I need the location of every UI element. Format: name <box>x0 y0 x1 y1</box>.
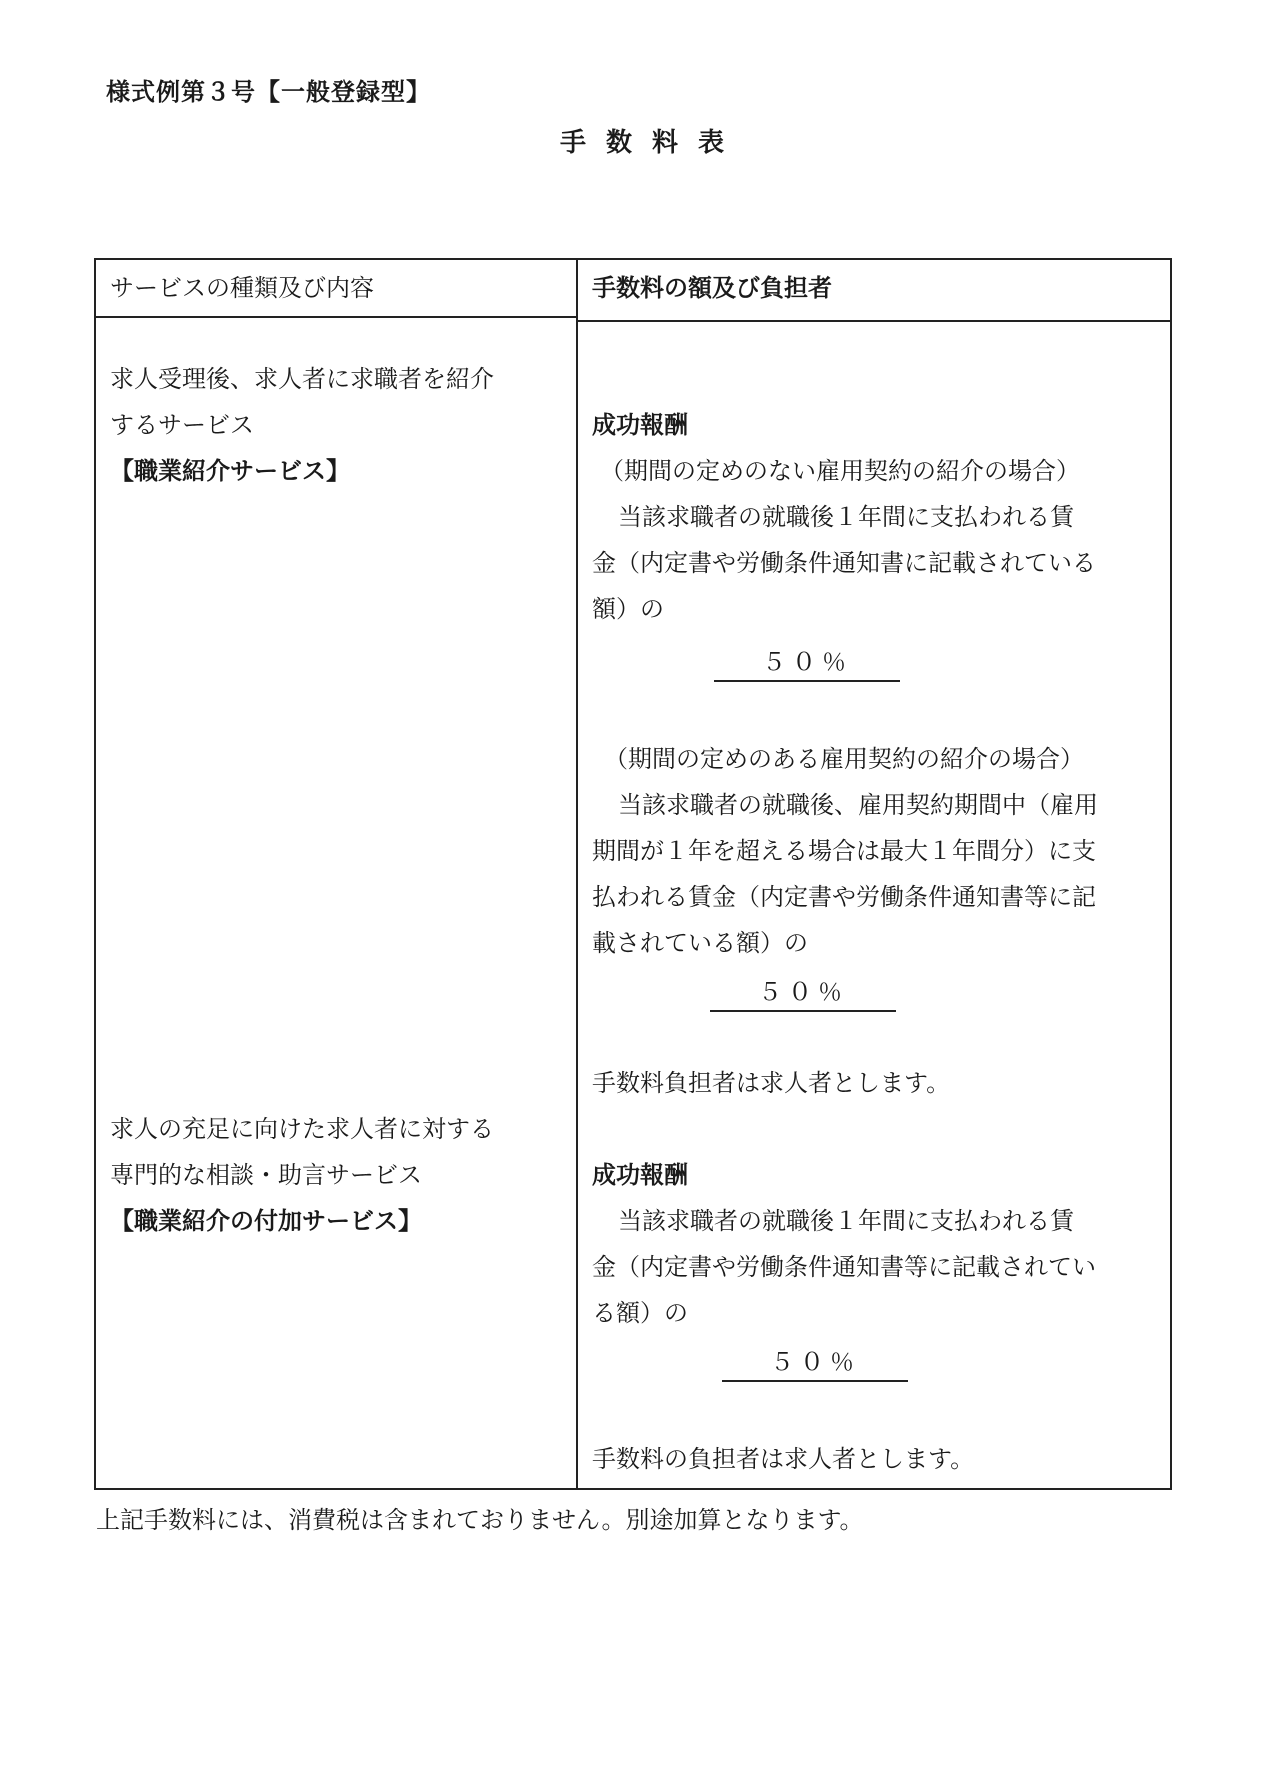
fee-1-heading: 成功報酬 <box>592 410 688 439</box>
fee-1-case-2-rate: ５０％ <box>710 974 896 1012</box>
service-1-line-1: 求人受理後、求人者に求職者を紹介 <box>110 365 494 393</box>
fee-2-rate: ５０％ <box>722 1344 908 1382</box>
fee-2-line-1: 当該求職者の就職後１年間に支払われる賃 <box>618 1207 1074 1235</box>
fee-2-line-3: る額）の <box>592 1299 688 1327</box>
fee-2-line-2: 金（内定書や労働条件通知書等に記載されてい <box>592 1253 1096 1281</box>
service-column-header: サービスの種類及び内容 <box>110 274 374 302</box>
fee-1-case-2-line-3: 払われる賃金（内定書や労働条件通知書等に記 <box>592 883 1096 911</box>
fee-2-bearer: 手数料の負担者は求人者とします。 <box>592 1445 975 1473</box>
fee-1-bearer: 手数料負担者は求人者とします。 <box>592 1069 951 1097</box>
fee-column-header: 手数料の額及び負担者 <box>592 273 832 302</box>
fee-1-case-2-line-2: 期間が１年を超える場合は最大１年間分）に支 <box>592 837 1096 865</box>
fee-1-case-1-line-3: 額）の <box>592 595 664 623</box>
header-divider-left <box>96 316 577 318</box>
form-label: 様式例第３号【一般登録型】 <box>106 77 431 106</box>
service-2-category: 【職業紹介の付加サービス】 <box>110 1206 422 1235</box>
document-title: 手数料表 <box>560 128 745 158</box>
fee-1-case-1-line-1: 当該求職者の就職後１年間に支払われる賃 <box>618 503 1074 531</box>
service-2-line-2: 専門的な相談・助言サービス <box>110 1161 422 1189</box>
header-divider-right <box>577 320 1170 322</box>
service-2-line-1: 求人の充足に向けた求人者に対する <box>110 1115 494 1143</box>
column-divider <box>576 260 578 1488</box>
fee-1-case-2-line-1: 当該求職者の就職後、雇用契約期間中（雇用 <box>618 791 1098 819</box>
fee-1-case-1-rate: ５０％ <box>714 644 900 682</box>
fee-1-case-1-title: （期間の定めのない雇用契約の紹介の場合） <box>600 457 1080 485</box>
fee-table <box>94 258 1172 1490</box>
service-1-line-2: するサービス <box>110 411 254 439</box>
fee-1-case-1-line-2: 金（内定書や労働条件通知書に記載されている <box>592 549 1096 577</box>
fee-2-heading: 成功報酬 <box>592 1160 688 1189</box>
fee-1-case-2-title: （期間の定めのある雇用契約の紹介の場合） <box>604 745 1084 773</box>
tax-note: 上記手数料には、消費税は含まれておりません。別途加算となります。 <box>96 1506 864 1534</box>
service-1-category: 【職業紹介サービス】 <box>110 456 350 485</box>
fee-1-case-2-line-4: 載されている額）の <box>592 929 808 957</box>
